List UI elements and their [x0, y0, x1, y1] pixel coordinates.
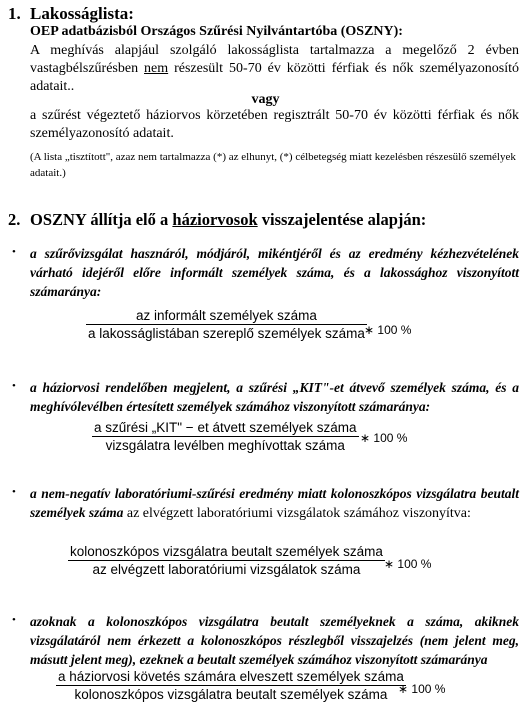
bullet-3: • — [12, 486, 16, 498]
section-2-number: 2. — [8, 210, 21, 229]
section-2-title-underlined: háziorvosok — [172, 210, 258, 229]
bullet-1: • — [12, 246, 16, 258]
item-3-text — [30, 484, 519, 523]
item-4-numerator: a háziorvosi követés számára elveszett személyek száma — [58, 669, 404, 684]
section-2-title-before: OSZNY állítja elő a — [30, 210, 173, 229]
section-2-title-after: visszajelentése alapján: — [257, 210, 427, 229]
section-2-title — [30, 210, 426, 230]
item-2-numerator: a szűrési „KIT" − et átvett személyek száma — [94, 420, 357, 435]
paragraph-1-underlined-word: nem — [144, 61, 169, 76]
item-3-denominator: az elvégzett laboratóriumi vizsgálatok száma — [92, 562, 361, 577]
item-2-multiplier: ∗ 100 % — [360, 431, 408, 445]
section-1-paragraph-1 — [30, 42, 519, 96]
item-1-fraction — [86, 308, 367, 341]
section-1-subtitle: OEP adatbázisból Országos Szűrési Nyilvántartóba (OSZNY): — [30, 24, 403, 39]
item-2-denominator: vizsgálatra levélben meghívottak száma — [105, 438, 345, 453]
item-4-fraction — [56, 669, 406, 702]
section-1-title: Lakosságlista: — [30, 4, 134, 23]
item-3-fraction — [68, 544, 385, 577]
item-4-multiplier: ∗ 100 % — [398, 682, 446, 696]
item-1-multiplier: ∗ 100 % — [364, 323, 412, 337]
item-1-denominator: a lakosságlistában szereplő személyek száma — [88, 326, 365, 341]
section-1-number: 1. — [8, 4, 21, 23]
item-2-text: a háziorvosi rendelőben megjelent, a szűrési „KIT"-et átvevő személyek száma, és a meghívólevélben értesített személyek számához viszonyított számaránya: — [30, 380, 519, 414]
section-1-note: (A lista „tisztított", azaz nem tartalmazza (*) az elhunyt, (*) célbetegség miatt kezelésben részesülő személyek adatait.) — [30, 151, 516, 179]
item-3-text-plain: az elvégzett laboratóriumi vizsgálatok számához viszonyítva: — [123, 506, 471, 521]
item-1-numerator: az informált személyek száma — [86, 308, 367, 325]
section-1-paragraph-2: a szűrést végeztető háziorvos körzetében regisztrált 50-70 év közötti férfiak és nők személyazonosító adatait. — [30, 108, 519, 141]
item-2-fraction — [92, 420, 359, 453]
item-4-denominator: kolonoszkópos vizsgálatra beutalt személyek száma — [74, 687, 388, 702]
item-3-numerator: kolonoszkópos vizsgálatra beutalt személyek száma — [70, 544, 383, 559]
bullet-4: • — [12, 614, 16, 626]
item-3-text-italic: a nem-negatív laboratóriumi-szűrési eredmény miatt kolonoszkópos vizsgálatra beutalt személyek száma — [30, 486, 519, 520]
paragraph-1-text-before: A meghívás alapjául szolgáló lakosságlista tartalmazza a megelőző 2 évben vastagbélszűrésben — [30, 43, 519, 76]
bullet-2: • — [12, 380, 16, 392]
item-3-multiplier: ∗ 100 % — [384, 557, 432, 571]
or-separator: vagy — [251, 92, 280, 107]
item-4-text: azoknak a kolonoszkópos vizsgálatra beutalt személyeknek a száma, akiknek vizsgálatáról nem érkezett a kolonoszkópos részlegből visszajelzés (nem jelent meg, másutt jelent meg), ezeknek a beutalt személyek számához viszonyított számaránya — [30, 614, 519, 667]
paragraph-1-text-after: részesült 50-70 év közötti férfiak és nők személyazonosító adatait.. — [30, 61, 519, 94]
item-1-text: a szűrővizsgálat hasznáról, módjáról, mikéntjéről és az eredmény kézhezvételének várható idejéről előre informált személyek száma, és a lakossághoz viszonyított számaránya: — [30, 246, 519, 299]
